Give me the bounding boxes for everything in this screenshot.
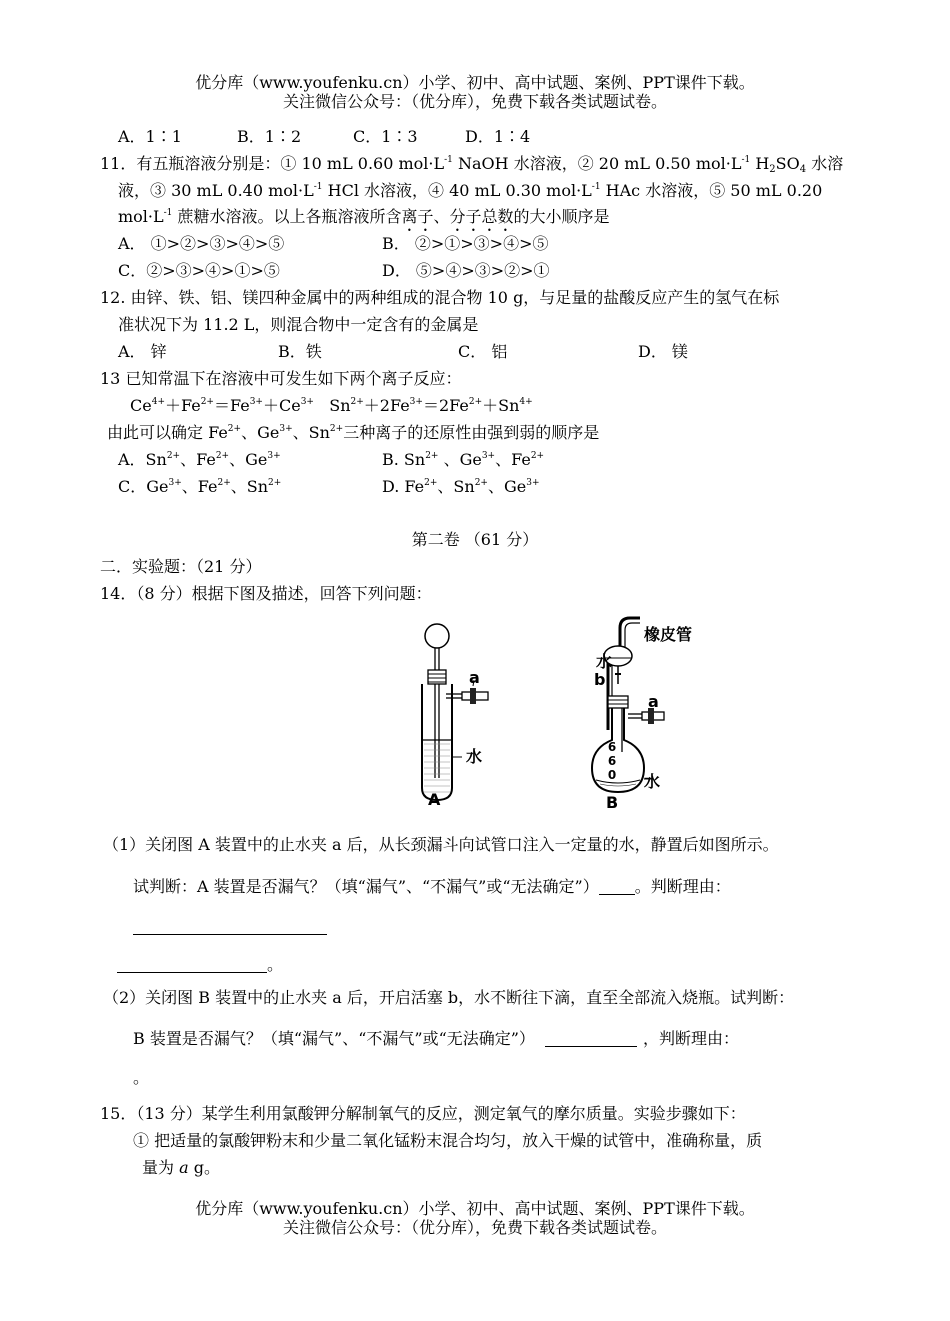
answer-blank[interactable] bbox=[599, 878, 635, 895]
q12-options bbox=[118, 342, 688, 362]
q13-equation: $Ce^{4+}+Fe^{2+}=Fe^{3+}+Ce^{3+}$ $Sn^{2+}+2Fe^{3+}=2Fe^{2+}+Sn^{4+}$ bbox=[130, 396, 533, 415]
label-b-stopcock: b bbox=[594, 670, 606, 689]
q10-options bbox=[118, 127, 530, 147]
part2-title: 第二卷 （61 分） bbox=[411, 530, 539, 549]
label-a-clamp: a bbox=[469, 668, 480, 687]
q12-line-2: 准状况下为 11.2 L，则混合物中一定含有的金属是 bbox=[118, 315, 479, 334]
q14-title: 14．（8 分）根据下图及描述，回答下列问题： bbox=[100, 584, 432, 603]
label-b: B bbox=[606, 793, 619, 812]
q10-option-d: D．1∶4 bbox=[465, 127, 531, 146]
label-a: A bbox=[428, 790, 441, 809]
q11-line-1: 11．有五瓶溶液分别是：① 10 mL 0.60 $mol\cdot L^{-1}$ NaOH 水溶液，② 20 mL 0.50 $mol\cdot L^{-1}$ $H_2SO_4$ 水溶 bbox=[100, 154, 844, 175]
q13-option-a: A．$Sn^{2+}$、$Fe^{2+}$、$Ge^{3+}$ bbox=[118, 450, 281, 469]
q15-line-1: 15．（13 分）某学生利用氯酸钾分解制氧气的反应，测定氧气的摩尔质量。实验步骤如下： bbox=[100, 1104, 746, 1123]
header-line-2: 关注微信公众号：（优分库），免费下载各类试题试卷。 bbox=[282, 92, 667, 111]
q12-option-a: A． 锌 bbox=[118, 342, 167, 361]
q15-line-3: 量为 a g。 bbox=[142, 1158, 220, 1177]
q11-options-row-2 bbox=[118, 261, 550, 281]
q10-option-b: B．1∶2 bbox=[237, 127, 302, 146]
q12-line-1: 12. 由锌、铁、铝、镁四种金属中的两种组成的混合物 10 g，与足量的盐酸反应产生的氢气在标 bbox=[100, 288, 780, 307]
q11-line-2: 液，③ 30 mL 0.40 $mol\cdot L^{-1}$ HCl 水溶液，④ 40 mL 0.30 $mol\cdot L^{-1}$ HAc 水溶液，⑤ 50 mL 0.20 bbox=[118, 181, 823, 200]
emphasis-text: 离子、分子总数 bbox=[401, 207, 514, 226]
footer-line-1: 优分库（www.youfenku.cn）小学、初中、高中试题、案例、PPT课件下载。 bbox=[195, 1199, 755, 1218]
q14-part2-end: 。 bbox=[133, 1068, 150, 1087]
label-b-water: 水 bbox=[644, 772, 661, 791]
q14-part1-line-2: 试判断：A 装置是否漏气？（填“漏气”、“不漏气”或“无法确定”） 。判断理由： bbox=[133, 877, 731, 896]
q11-option-a: A． ①>②>③>④>⑤ bbox=[118, 234, 285, 253]
q11-option-b: B． ②>①>③>④>⑤ bbox=[382, 234, 549, 253]
q13-options-row-1 bbox=[118, 450, 544, 470]
q13-option-c: C．$Ge^{3+}$、$Fe^{2+}$、$Sn^{2+}$ bbox=[118, 477, 282, 496]
label-a-water: 水 bbox=[466, 747, 483, 766]
apparatus-a-figure bbox=[400, 620, 520, 810]
q13-line-3: 由此可以确定 $Fe^{2+}$、$Ge^{3+}$、$Sn^{2+}$三种离子的还原性由强到弱的顺序是 bbox=[107, 423, 600, 442]
q11-options-row-1 bbox=[118, 234, 548, 254]
section-title: 二．实验题：（21 分） bbox=[100, 557, 262, 576]
q12-option-b: B．铁 bbox=[278, 342, 322, 361]
label-b-clamp: a bbox=[648, 692, 659, 711]
q11-option-d: D． ⑤>④>③>②>① bbox=[382, 261, 550, 280]
q10-option-c: C．1∶3 bbox=[353, 127, 418, 146]
q15-line-2: ① 把适量的氯酸钾粉末和少量二氧化锰粉末混合均匀，放入干燥的试管中，准确称量，质 bbox=[133, 1131, 763, 1150]
q14-part2-line-2: B 装置是否漏气？（填“漏气”、“不漏气”或“无法确定”） ，判断理由： bbox=[133, 1029, 739, 1048]
answer-line: 。 bbox=[117, 955, 283, 975]
q13-line-1: 13 已知常温下在溶液中可发生如下两个离子反应： bbox=[100, 369, 462, 388]
q13-options-row-2 bbox=[118, 477, 540, 497]
header-line-1: 优分库（www.youfenku.cn）小学、初中、高中试题、案例、PPT课件下载。 bbox=[195, 73, 755, 92]
answer-line[interactable] bbox=[133, 917, 327, 937]
q10-option-a: A．1∶1 bbox=[118, 127, 182, 146]
footer-line-2: 关注微信公众号：（优分库），免费下载各类试题试卷。 bbox=[282, 1218, 667, 1237]
q11-option-c: C．②>③>④>①>⑤ bbox=[118, 261, 280, 280]
q13-option-d: D. $Fe^{2+}$、$Sn^{2+}$、$Ge^{3+}$ bbox=[382, 477, 540, 496]
answer-blank[interactable] bbox=[545, 1030, 637, 1047]
label-rubber-tube: 橡皮管 bbox=[644, 625, 693, 644]
q11-line-3: $mol\cdot L^{-1}$ 蔗糖水溶液。以上各瓶溶液所含离子、分子总数的大小顺序是 bbox=[118, 207, 610, 226]
q14-part2-line-1: （2）关闭图 B 装置中的止水夹 a 后，开启活塞 b，水不断往下滴，直至全部流入烧瓶。试判断： bbox=[103, 988, 795, 1007]
q12-option-d: D． 镁 bbox=[638, 342, 688, 361]
label-b-numbers: 6 6 0 bbox=[607, 740, 617, 782]
q13-option-b: B. $Sn^{2+}$ 、$Ge^{3+}$、$Fe^{2+}$ bbox=[382, 450, 545, 469]
q14-part1-line-1: （1）关闭图 A 装置中的止水夹 a 后，从长颈漏斗向试管口注入一定量的水，静置后如图所示。 bbox=[103, 835, 779, 854]
q12-option-c: C． 铝 bbox=[458, 342, 508, 361]
label-b-water-top: 水 bbox=[596, 652, 613, 671]
